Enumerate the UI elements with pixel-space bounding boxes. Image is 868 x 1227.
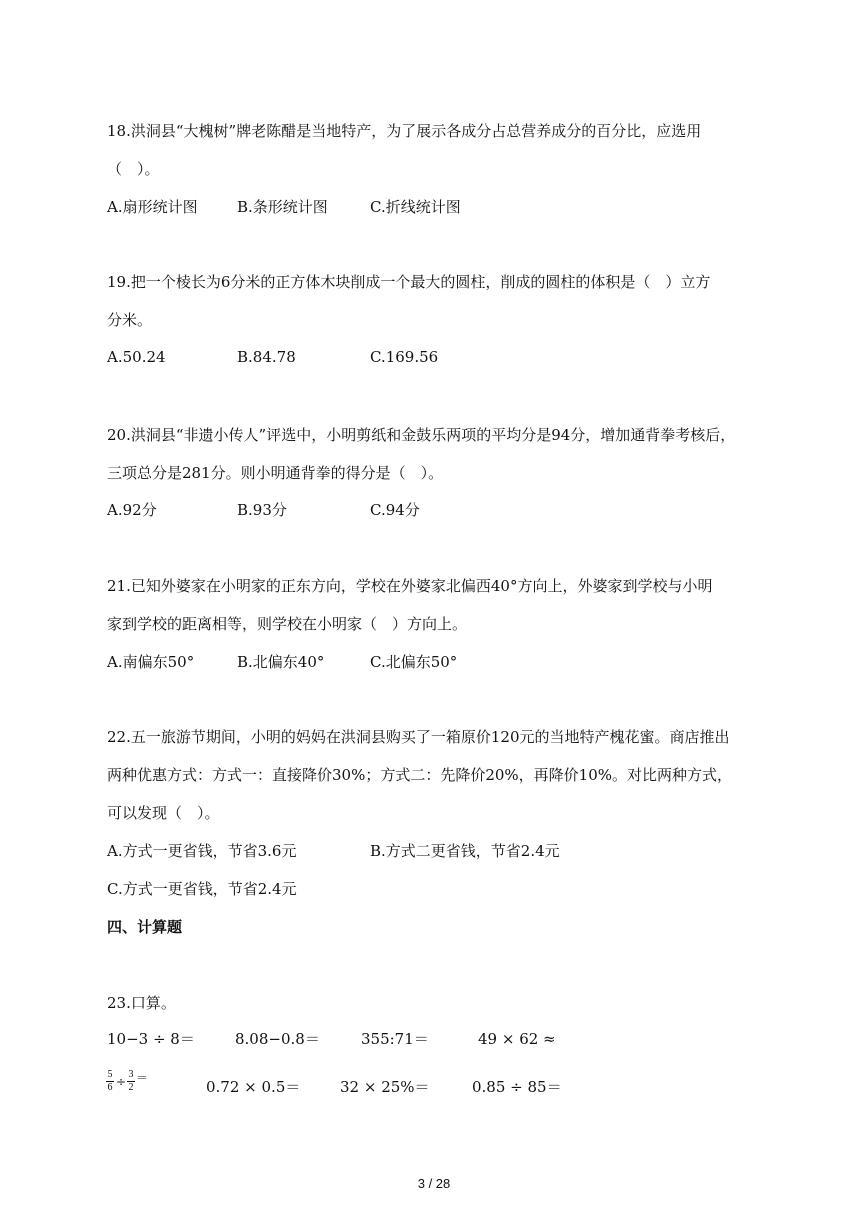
q23-item-2: 8.08−0.8＝ — [235, 1030, 320, 1048]
q18-option-b: B.条形统计图 — [237, 198, 328, 216]
q23-item-3: 355:71＝ — [361, 1030, 429, 1048]
q18-option-c: C.折线统计图 — [370, 198, 461, 216]
q19-option-b: B.84.78 — [237, 348, 296, 366]
q19-option-a: A.50.24 — [107, 348, 166, 366]
q21-option-b: B.北偏东40° — [237, 653, 325, 671]
q18-option-a: A.扇形统计图 — [107, 198, 198, 216]
page-number: 3 / 28 — [417, 1176, 451, 1191]
q22-option-a: A.方式一更省钱，节省3.6元 — [107, 842, 297, 860]
q21-stem-line2: 家到学校的距离相等，则学校在小明家（ ）方向上。 — [107, 615, 468, 633]
q19-option-c: C.169.56 — [370, 348, 439, 366]
frac-a-denominator: 6 — [107, 1082, 113, 1093]
q23-item-7: 32 × 25%＝ — [340, 1078, 430, 1096]
q20-stem-line1: 20.洪洞县“非遗小传人”评选中，小明剪纸和金鼓乐两项的平均分是94分，增加通背拳考核后， — [107, 426, 736, 444]
q22-stem-line3: 可以发现（ ）。 — [107, 804, 220, 822]
q22-stem-line2: 两种优惠方式：方式一：直接降价30%；方式二：先降价20%，再降价10%。对比两种方式， — [107, 766, 733, 784]
q18-stem-line2: （ ）。 — [107, 160, 160, 178]
frac-operator: ÷ — [116, 1075, 127, 1089]
frac-equals: ＝ — [136, 1071, 149, 1085]
q23-item-6: 0.72 × 0.5＝ — [206, 1078, 301, 1096]
q20-stem-line2: 三项总分是281分。则小明通背拳的得分是（ ）。 — [107, 464, 444, 482]
frac-b-denominator: 2 — [128, 1082, 134, 1093]
q18-stem-line1: 18.洪洞县“大槐树”牌老陈醋是当地特产，为了展示各成分占总营养成分的百分比，应选用 — [107, 122, 702, 140]
q22-option-c: C.方式一更省钱，节省2.4元 — [107, 880, 297, 898]
q23-item-1: 10−3 ÷ 8＝ — [107, 1030, 195, 1048]
q22-option-b: B.方式二更省钱，节省2.4元 — [370, 842, 560, 860]
q20-option-a: A.92分 — [107, 501, 157, 519]
q21-option-a: A.南偏东50° — [107, 653, 195, 671]
frac-a-numerator: 5 — [107, 1069, 113, 1080]
q20-option-b: B.93分 — [237, 501, 287, 519]
q23-item-8: 0.85 ÷ 85＝ — [472, 1078, 562, 1096]
q23-item-4: 49 × 62 ≈ — [478, 1030, 556, 1048]
q22-stem-line1: 22.五一旅游节期间，小明的妈妈在洪洞县购买了一箱原价120元的当地特产槐花蜜。商店推出 — [107, 728, 730, 746]
q21-option-c: C.北偏东50° — [370, 653, 458, 671]
q19-stem-line1: 19.把一个棱长为6分米的正方体木块削成一个最大的圆柱，削成的圆柱的体积是（ ）立方 — [107, 273, 711, 291]
section-heading: 四、计算题 — [107, 918, 183, 936]
frac-b-numerator: 3 — [128, 1069, 134, 1080]
q23-stem: 23.口算。 — [107, 994, 176, 1012]
q20-option-c: C.94分 — [370, 501, 420, 519]
q19-stem-line2: 分米。 — [107, 311, 153, 329]
q21-stem-line1: 21.已知外婆家在小明家的正东方向，学校在外婆家北偏西40°方向上，外婆家到学校与小明 — [107, 577, 713, 595]
